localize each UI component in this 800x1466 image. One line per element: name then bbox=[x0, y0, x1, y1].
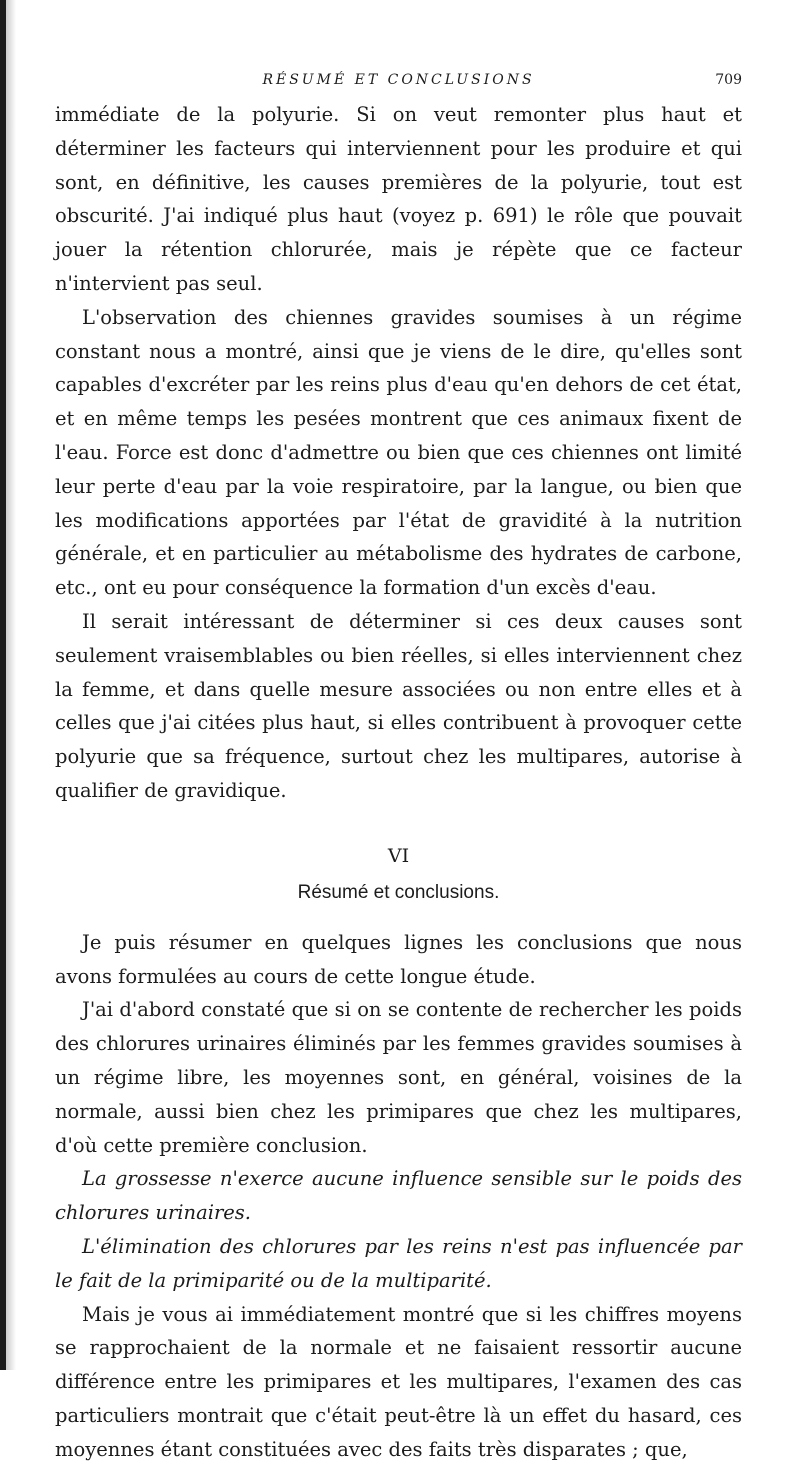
page-spine-shadow bbox=[6, 0, 16, 1370]
section-number: VI bbox=[55, 842, 742, 870]
running-title: RÉSUMÉ ET CONCLUSIONS bbox=[55, 72, 742, 88]
conclusion-grossesse-text: La grossesse n'exerce aucune influence sensible sur le poids des chlorures urinaires. bbox=[55, 1167, 742, 1224]
paragraph-continuation: immédiate de la polyurie. Si on veut remonter plus haut et déterminer les facteurs qui interviennent pour les produire et qui sont, en définitive, les causes premières de la polyurie, tout est obscurité. J'ai indiqué plus haut (voyez p. 691) le rôle que pouvait jouer la rétention chlorurée, mais je répète que ce facteur n'intervient pas seul. bbox=[55, 98, 742, 301]
conclusion-elimination bbox=[55, 1230, 742, 1298]
book-page bbox=[55, 72, 742, 1466]
paragraph-moyennes: Mais je vous ai immédiatement montré que si les chiffres moyens se rapprochaient de la normale et ne faisaient ressortir aucune différence entre les primipares et les multipares, l'examen des cas particuliers montrait que c'était peut-être là un effet du hasard, ces moyennes étant constituées avec des faits très disparates ; que, bbox=[55, 1298, 742, 1466]
paragraph-chlorures-constat: J'ai d'abord constaté que si on se contente de rechercher les poids des chlorures urinaires éliminés par les femmes gravides soumises à un régime libre, les moyennes sont, en général, voisines de la normale, aussi bien chez les primipares que chez les multipares, d'où cette première conclusion. bbox=[55, 993, 742, 1162]
section-title: Résumé et conclusions. bbox=[55, 880, 742, 906]
page-number: 709 bbox=[715, 72, 742, 88]
paragraph-chiennes-gravides: L'observation des chiennes gravides soumises à un régime constant nous a montré, ainsi que je viens de le dire, qu'elles sont capables d'excréter par les reins plus d'eau qu'en dehors de cet état, et en même temps les pesées montrent que ces animaux fixent de l'eau. Force est donc d'admettre ou bien que ces chiennes ont limité leur perte d'eau par la voie respiratoire, par la langue, ou bien que les modifications apportées par l'état de gravidité à la nutrition générale, et en particulier au métabolisme des hydrates de carbone, etc., ont eu pour conséquence la formation d'un excès d'eau. bbox=[55, 301, 742, 605]
paragraph-resume-intro: Je puis résumer en quelques lignes les conclusions que nous avons formulées au cours de cette longue étude. bbox=[55, 926, 742, 994]
conclusion-elimination-text: L'élimination des chlorures par les reins n'est pas influencée par le fait de la primiparité ou de la multiparité. bbox=[55, 1235, 742, 1292]
conclusion-grossesse bbox=[55, 1162, 742, 1230]
paragraph-causes: Il serait intéressant de déterminer si ces deux causes sont seulement vraisemblables ou bien réelles, si elles interviennent chez la femme, et dans quelle mesure associées ou non entre elles et à celles que j'ai citées plus haut, si elles contribuent à provoquer cette polyurie que sa fréquence, surtout chez les multipares, autorise à qualifier de gravidique. bbox=[55, 605, 742, 808]
body-text bbox=[55, 98, 742, 1466]
running-head bbox=[55, 72, 742, 98]
